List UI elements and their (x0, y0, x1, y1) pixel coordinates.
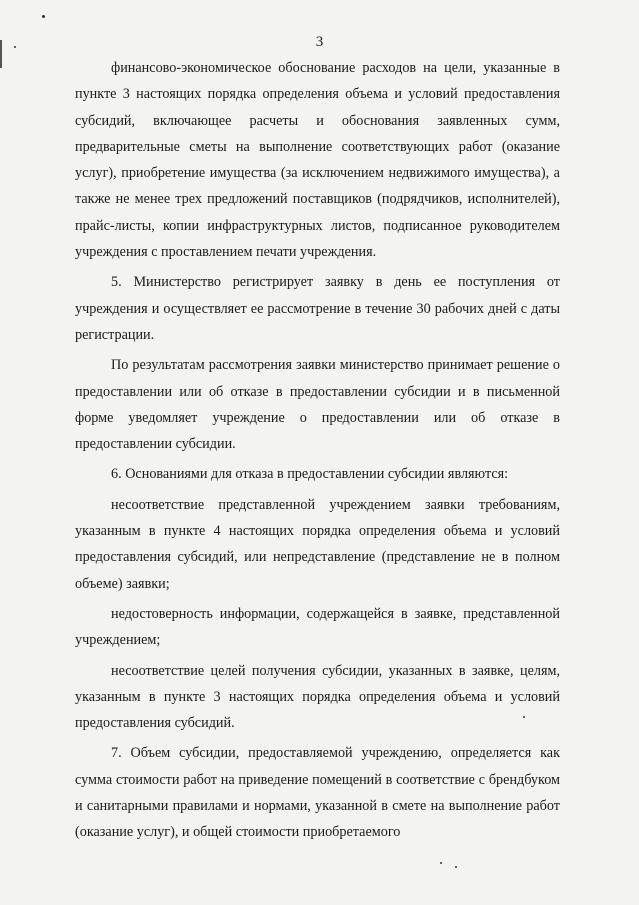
paragraph-refusal-ground-1: несоответствие представленной учреждением заявки требованиям, указанным в пункте 4 настоящих порядка определения объема и условий предоставления субсидий, или непредставление (представление не в полном объеме) заявки; (75, 496, 560, 592)
paragraph-item-7: 7. Объем субсидии, предоставляемой учреждению, определяется как сумма стоимости работ на приведение помещений в соответствие с брендбуком и санитарными правилами и нормами, указанной в смете на выполнение работ (оказание услуг), и общей стоимости приобретаемого (75, 745, 560, 841)
paragraph-financial-justification: финансово-экономическое обоснование расходов на цели, указанные в пункте 3 настоящих порядка определения объема и условий предоставления субсидий, включающее расчеты и обоснования заявленных сумм, предварительные сметы на выполнение соответствующих работ (оказание услуг), приобретение имущества (за исключением недвижимого имущества), а также не менее трех предложений поставщиков (подрядчиков, исполнителей), прайс-листы, копии инфраструктурных листов, подписанное руководителем учреждения с проставлением печати учреждения. (75, 60, 560, 261)
paragraph-refusal-ground-3: несоответствие целей получения субсидии, указанных в заявке, целям, указанным в пункте 3 настоящих порядка определения объема и условий предоставления субсидий. (75, 662, 560, 732)
scan-speck (523, 716, 525, 718)
paragraph-refusal-ground-2: недостоверность информации, содержащейся в заявке, представленной учреждением; (75, 605, 560, 649)
page-number: 3 (315, 34, 324, 50)
scan-speck (14, 46, 16, 48)
scan-speck (440, 862, 442, 864)
paragraph-item-6: 6. Основаниями для отказа в предоставлении субсидии являются: (111, 466, 509, 483)
paragraph-item-5: 5. Министерство регистрирует заявку в день ее поступления от учреждения и осуществляет ее рассмотрение в течение 30 рабочих дней с даты регистрации. (75, 274, 560, 343)
document-body (75, 55, 560, 850)
scan-edge-mark (0, 40, 2, 68)
paragraph-review-results: По результатам рассмотрения заявки министерство принимает решение о предоставлении или об отказе в предоставлении субсидии и в письменной форме уведомляет учреждение о предоставлении или об отказе в предоставлении субсидии. (75, 357, 560, 453)
scan-speck (455, 866, 457, 868)
scan-speck (42, 15, 45, 18)
